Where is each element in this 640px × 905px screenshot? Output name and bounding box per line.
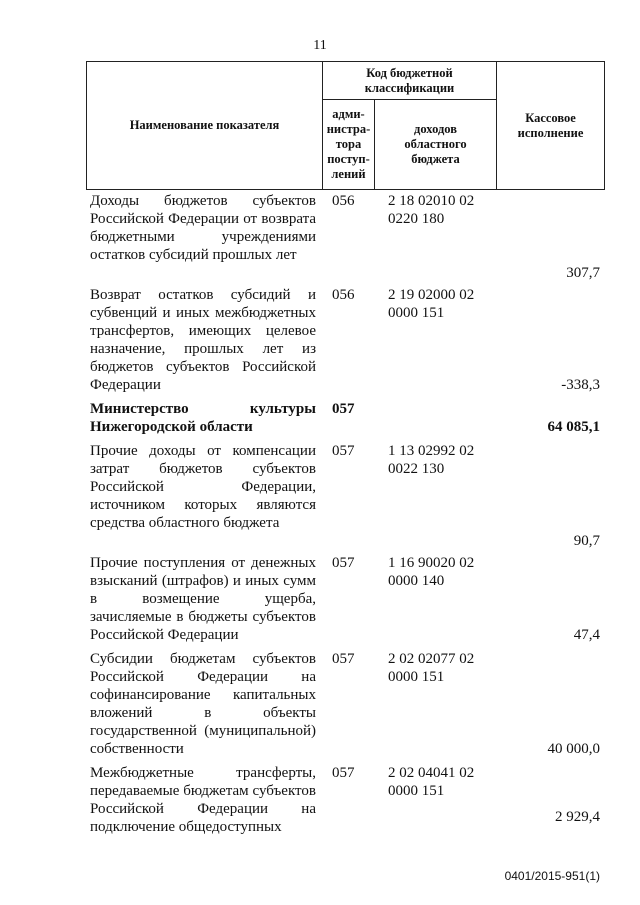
row-name: Доходы бюджетов субъектов Российской Федерации от возврата бюджетными учреждениями остатков субсидий прошлых лет [90, 193, 316, 263]
row-amount: -338,3 [561, 377, 600, 393]
row-amount: 64 085,1 [547, 419, 600, 435]
row-admin-code: 057 [332, 765, 355, 781]
row-name: Возврат остатков субсидий и субвенций и иных межбюджетных трансфертов, имеющих целевое назначение, прошлых лет из бюджетов субъектов Российской Федерации [90, 287, 316, 393]
table-row [86, 286, 604, 393]
row-amount: 40 000,0 [547, 741, 600, 757]
row-name: Министерство культуры Нижегородской области [90, 401, 316, 435]
table-header [86, 61, 605, 190]
header-income-column: доходов областного бюджета [375, 100, 497, 190]
row-income-code: 2 18 02010 02 0220 180 [388, 193, 475, 227]
table-row [86, 650, 604, 758]
row-amount: 307,7 [566, 265, 600, 281]
header-code-group: Код бюджетной классификации [323, 62, 497, 100]
row-income-code: 1 13 02992 02 0022 130 [388, 443, 475, 477]
row-amount: 2 929,4 [555, 809, 600, 825]
table-row [86, 442, 604, 550]
header-admin-column: адми- нистра- тора поступ- лений [323, 100, 375, 190]
row-admin-code: 057 [332, 401, 355, 417]
row-name: Прочие поступления от денежных взысканий (штрафов) и иных сумм в возмещение ущерба, зачисляемые в бюджеты субъектов Российской Федерации [90, 555, 316, 643]
row-admin-code: 056 [332, 193, 355, 209]
header-name-column: Наименование показателя [87, 62, 323, 190]
row-amount: 47,4 [573, 627, 600, 643]
row-name: Межбюджетные трансферты, передаваемые бюджетам субъектов Российской Федерации на подключение общедоступных [90, 765, 316, 835]
row-admin-code: 057 [332, 555, 355, 571]
document-code: 0401/2015-951(1) [504, 869, 600, 883]
table-row [86, 400, 604, 436]
row-name: Субсидии бюджетам субъектов Российской Федерации на софинансирование капитальных вложений в объекты государственной (муниципальной) собственности [90, 651, 316, 757]
row-income-code: 2 19 02000 02 0000 151 [388, 287, 475, 321]
table-row [86, 554, 604, 644]
table-row [86, 192, 604, 282]
page-number: 11 [313, 38, 327, 53]
header-amount-column: Кассовое исполнение [497, 62, 605, 190]
row-amount: 90,7 [573, 533, 600, 549]
row-income-code: 2 02 04041 02 0000 151 [388, 765, 475, 799]
row-income-code: 2 02 02077 02 0000 151 [388, 651, 475, 685]
table-row [86, 764, 604, 836]
row-admin-code: 056 [332, 287, 355, 303]
row-income-code: 1 16 90020 02 0000 140 [388, 555, 475, 589]
row-admin-code: 057 [332, 651, 355, 667]
row-admin-code: 057 [332, 443, 355, 459]
row-name: Прочие доходы от компенсации затрат бюджетов субъектов Российской Федерации, источником которых являются средства областного бюджета [90, 443, 316, 531]
